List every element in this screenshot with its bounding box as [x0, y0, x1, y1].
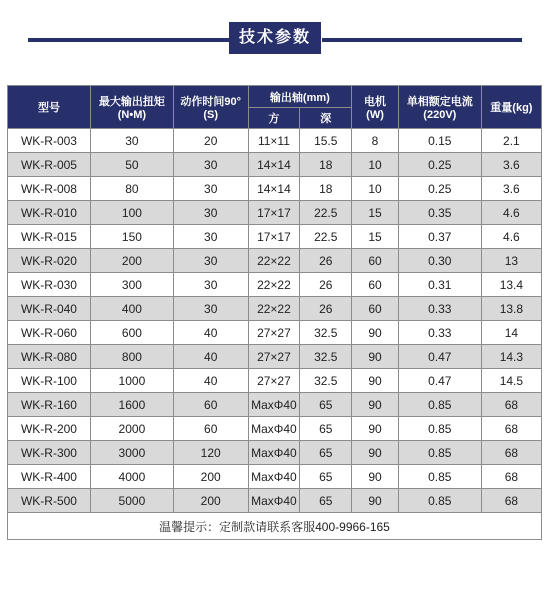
cell-time: 40	[173, 321, 248, 345]
cell-motor: 60	[352, 297, 399, 321]
cell-current: 0.47	[398, 345, 481, 369]
cell-shaft-depth: 22.5	[300, 225, 352, 249]
cell-weight: 14	[481, 321, 541, 345]
cell-current: 0.37	[398, 225, 481, 249]
cell-motor: 60	[352, 249, 399, 273]
cell-weight: 68	[481, 417, 541, 441]
cell-torque: 600	[90, 321, 173, 345]
cell-weight: 13	[481, 249, 541, 273]
cell-current: 0.85	[398, 489, 481, 513]
col-header-time: 动作时间90° (S)	[173, 86, 248, 129]
footer-row	[8, 513, 542, 540]
cell-shaft-square: MaxΦ40	[248, 465, 300, 489]
cell-current: 0.35	[398, 201, 481, 225]
spec-table	[7, 85, 542, 540]
cell-time: 40	[173, 369, 248, 393]
cell-model: WK-R-100	[8, 369, 91, 393]
cell-motor: 15	[352, 225, 399, 249]
cell-torque: 5000	[90, 489, 173, 513]
cell-motor: 90	[352, 321, 399, 345]
cell-torque: 200	[90, 249, 173, 273]
cell-shaft-square: MaxΦ40	[248, 417, 300, 441]
cell-model: WK-R-040	[8, 297, 91, 321]
cell-motor: 90	[352, 465, 399, 489]
cell-weight: 4.6	[481, 225, 541, 249]
cell-time: 30	[173, 297, 248, 321]
cell-motor: 90	[352, 345, 399, 369]
cell-model: WK-R-030	[8, 273, 91, 297]
cell-time: 200	[173, 489, 248, 513]
table-row	[8, 441, 542, 465]
table-row	[8, 345, 542, 369]
table-row	[8, 465, 542, 489]
col-header-torque: 最大输出扭矩 (N•M)	[90, 86, 173, 129]
cell-shaft-depth: 32.5	[300, 321, 352, 345]
col-header-current: 单相额定电流 (220V)	[398, 86, 481, 129]
cell-shaft-square: 27×27	[248, 321, 300, 345]
cell-current: 0.31	[398, 273, 481, 297]
cell-model: WK-R-020	[8, 249, 91, 273]
cell-current: 0.85	[398, 465, 481, 489]
cell-shaft-depth: 22.5	[300, 201, 352, 225]
cell-time: 60	[173, 417, 248, 441]
cell-current: 0.33	[398, 321, 481, 345]
cell-weight: 68	[481, 441, 541, 465]
cell-shaft-depth: 18	[300, 177, 352, 201]
cell-shaft-square: 22×22	[248, 273, 300, 297]
cell-model: WK-R-015	[8, 225, 91, 249]
table-row	[8, 225, 542, 249]
cell-motor: 90	[352, 489, 399, 513]
cell-current: 0.25	[398, 177, 481, 201]
cell-time: 30	[173, 177, 248, 201]
cell-torque: 1000	[90, 369, 173, 393]
cell-model: WK-R-005	[8, 153, 91, 177]
col-header-shaft: 输出轴(mm)	[248, 86, 352, 108]
table-row	[8, 393, 542, 417]
cell-shaft-square: 14×14	[248, 153, 300, 177]
cell-motor: 15	[352, 201, 399, 225]
table-row	[8, 417, 542, 441]
cell-motor: 10	[352, 153, 399, 177]
table-row	[8, 489, 542, 513]
cell-torque: 300	[90, 273, 173, 297]
cell-model: WK-R-010	[8, 201, 91, 225]
cell-time: 60	[173, 393, 248, 417]
cell-model: WK-R-300	[8, 441, 91, 465]
cell-weight: 2.1	[481, 129, 541, 153]
cell-weight: 14.3	[481, 345, 541, 369]
footer-note: 温馨提示：定制款请联系客服400-9966-165	[8, 513, 542, 540]
cell-time: 20	[173, 129, 248, 153]
cell-torque: 50	[90, 153, 173, 177]
cell-shaft-depth: 26	[300, 297, 352, 321]
cell-shaft-square: 22×22	[248, 249, 300, 273]
cell-torque: 100	[90, 201, 173, 225]
col-header-weight: 重量(kg)	[481, 86, 541, 129]
col-header-model: 型号	[8, 86, 91, 129]
cell-torque: 800	[90, 345, 173, 369]
cell-weight: 13.8	[481, 297, 541, 321]
cell-time: 30	[173, 273, 248, 297]
cell-current: 0.85	[398, 393, 481, 417]
cell-shaft-depth: 32.5	[300, 369, 352, 393]
cell-shaft-square: 27×27	[248, 345, 300, 369]
header-divider-right	[322, 38, 522, 42]
cell-model: WK-R-003	[8, 129, 91, 153]
cell-shaft-square: 11×11	[248, 129, 300, 153]
cell-motor: 90	[352, 441, 399, 465]
cell-shaft-square: 22×22	[248, 297, 300, 321]
cell-shaft-depth: 18	[300, 153, 352, 177]
cell-current: 0.85	[398, 417, 481, 441]
cell-model: WK-R-500	[8, 489, 91, 513]
table-row	[8, 321, 542, 345]
section-title: 技术参数	[229, 22, 321, 54]
cell-motor: 90	[352, 393, 399, 417]
cell-current: 0.33	[398, 297, 481, 321]
cell-motor: 90	[352, 417, 399, 441]
cell-shaft-square: 14×14	[248, 177, 300, 201]
cell-torque: 1600	[90, 393, 173, 417]
col-header-motor: 电机 (W)	[352, 86, 399, 129]
cell-weight: 68	[481, 489, 541, 513]
spec-table-container	[7, 85, 542, 540]
table-row	[8, 369, 542, 393]
table-row	[8, 153, 542, 177]
cell-current: 0.15	[398, 129, 481, 153]
cell-weight: 14.5	[481, 369, 541, 393]
cell-shaft-square: 17×17	[248, 225, 300, 249]
cell-shaft-depth: 65	[300, 393, 352, 417]
cell-motor: 10	[352, 177, 399, 201]
cell-motor: 8	[352, 129, 399, 153]
table-row	[8, 297, 542, 321]
cell-weight: 68	[481, 465, 541, 489]
cell-time: 30	[173, 153, 248, 177]
cell-shaft-depth: 65	[300, 417, 352, 441]
section-header	[0, 0, 548, 80]
cell-shaft-square: 27×27	[248, 369, 300, 393]
cell-motor: 60	[352, 273, 399, 297]
cell-torque: 150	[90, 225, 173, 249]
cell-time: 120	[173, 441, 248, 465]
table-row	[8, 129, 542, 153]
cell-shaft-depth: 65	[300, 465, 352, 489]
cell-model: WK-R-060	[8, 321, 91, 345]
cell-model: WK-R-080	[8, 345, 91, 369]
cell-current: 0.30	[398, 249, 481, 273]
cell-model: WK-R-160	[8, 393, 91, 417]
table-row	[8, 177, 542, 201]
cell-time: 40	[173, 345, 248, 369]
cell-motor: 90	[352, 369, 399, 393]
cell-model: WK-R-200	[8, 417, 91, 441]
cell-time: 30	[173, 201, 248, 225]
cell-model: WK-R-008	[8, 177, 91, 201]
cell-shaft-depth: 26	[300, 273, 352, 297]
spec-table-body	[8, 129, 542, 513]
cell-time: 200	[173, 465, 248, 489]
cell-torque: 3000	[90, 441, 173, 465]
cell-torque: 400	[90, 297, 173, 321]
col-header-shaft-square: 方	[248, 108, 300, 129]
cell-shaft-square: MaxΦ40	[248, 441, 300, 465]
cell-torque: 30	[90, 129, 173, 153]
cell-weight: 4.6	[481, 201, 541, 225]
cell-shaft-depth: 65	[300, 489, 352, 513]
cell-current: 0.85	[398, 441, 481, 465]
cell-time: 30	[173, 225, 248, 249]
cell-weight: 3.6	[481, 153, 541, 177]
cell-torque: 80	[90, 177, 173, 201]
header-row-top	[8, 86, 542, 108]
cell-shaft-depth: 32.5	[300, 345, 352, 369]
cell-shaft-square: 17×17	[248, 201, 300, 225]
header-divider-left	[28, 38, 232, 42]
col-header-shaft-depth: 深	[300, 108, 352, 129]
cell-weight: 68	[481, 393, 541, 417]
cell-current: 0.25	[398, 153, 481, 177]
cell-shaft-depth: 15.5	[300, 129, 352, 153]
cell-torque: 2000	[90, 417, 173, 441]
cell-shaft-square: MaxΦ40	[248, 393, 300, 417]
cell-weight: 13.4	[481, 273, 541, 297]
cell-time: 30	[173, 249, 248, 273]
cell-shaft-square: MaxΦ40	[248, 489, 300, 513]
cell-weight: 3.6	[481, 177, 541, 201]
table-row	[8, 273, 542, 297]
cell-shaft-depth: 65	[300, 441, 352, 465]
table-row	[8, 201, 542, 225]
cell-torque: 4000	[90, 465, 173, 489]
cell-current: 0.47	[398, 369, 481, 393]
cell-model: WK-R-400	[8, 465, 91, 489]
cell-shaft-depth: 26	[300, 249, 352, 273]
table-row	[8, 249, 542, 273]
